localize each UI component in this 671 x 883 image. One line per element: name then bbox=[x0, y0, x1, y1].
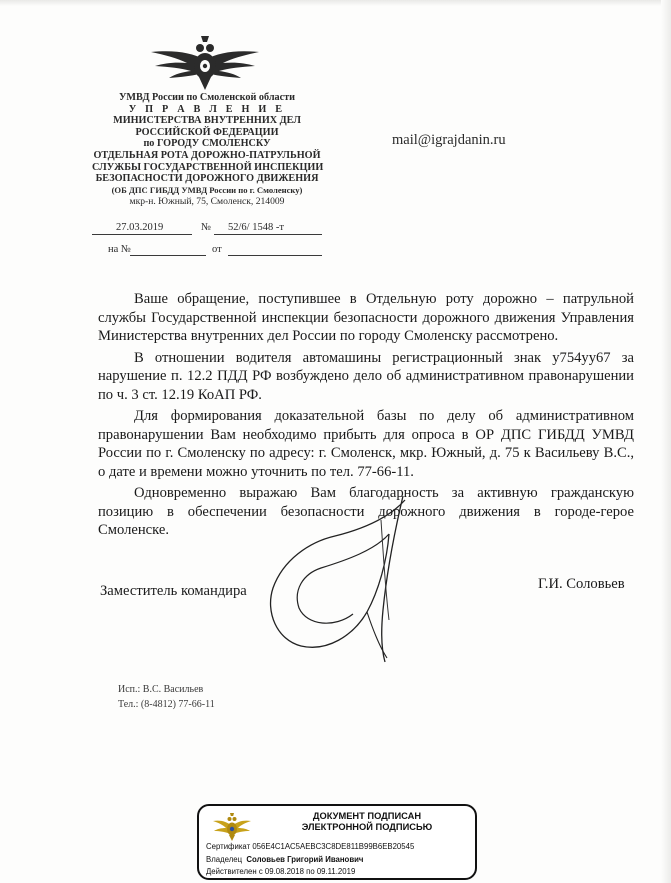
header-line: УМВД России по Смоленской области bbox=[118, 92, 296, 103]
registration-number-label: № bbox=[201, 222, 212, 233]
signatory-title: Заместитель командира bbox=[100, 583, 247, 599]
header-line: БЕЗОПАСНОСТИ ДОРОЖНОГО ДВИЖЕНИЯ bbox=[95, 173, 319, 185]
header-line: РОССИЙСКОЙ ФЕДЕРАЦИИ bbox=[135, 126, 279, 138]
header-line: У П Р А В Л Е Н И Е bbox=[128, 103, 286, 115]
header-line: МИНИСТЕРСТВА ВНУТРЕННИХ ДЕЛ bbox=[113, 115, 301, 127]
stamp-validity: Действителен с 09.08.2018 по 09.11.2019 bbox=[206, 867, 356, 876]
executor-phone: Тел.: (8-4812) 77-66-11 bbox=[118, 699, 215, 710]
registration-number: 52/6/ 1548 -т bbox=[228, 222, 284, 233]
electronic-signature-stamp bbox=[197, 804, 477, 880]
body-paragraph: Одновременно выражаю Вам благодарность за активную гражданскую позицию в обеспечении безопасности дорожного движения в городе-герое Смоленске. bbox=[98, 485, 634, 538]
body-paragraph: В отношении водителя автомашины регистрационный знак у754уу67 за нарушение п. 12.2 ПДД РФ возбуждено дело об административном правонарушении по ч. 3 ст. 12.19 КоАП РФ. bbox=[98, 349, 634, 403]
header-line: (ОБ ДПС ГИБДД УМВД России по г. Смоленску) bbox=[111, 184, 303, 195]
reference-underline bbox=[130, 255, 206, 256]
stamp-owner-label: Владелец bbox=[206, 855, 243, 864]
number-underline bbox=[214, 234, 322, 235]
handwritten-signature bbox=[255, 490, 435, 670]
reference-number-label: на № bbox=[108, 244, 131, 255]
body-paragraph: Ваше обращение, поступившее в Отдельную роту дорожно – патрульной службы Государственной инспекции безопасности дорожного движения Управления Министерства внутренних дел России по городу Смоленску рассмотрено. bbox=[98, 291, 634, 344]
executor-name: Исп.: В.С. Васильев bbox=[118, 684, 204, 695]
stamp-emblem-icon bbox=[213, 812, 251, 842]
organization-header bbox=[92, 92, 322, 208]
date-underline bbox=[92, 234, 192, 235]
stamp-owner-name: Соловьев Григорий Иванович bbox=[246, 855, 364, 864]
header-line: СЛУЖБЫ ГОСУДАРСТВЕННОЙ ИНСПЕКЦИИ bbox=[92, 161, 324, 173]
header-line: по ГОРОДУ СМОЛЕНСКУ bbox=[143, 138, 271, 150]
scan-edge-right bbox=[661, 0, 671, 883]
recipient-email: mail@igrajdanin.ru bbox=[392, 132, 506, 148]
stamp-owner-row bbox=[206, 855, 363, 864]
reference-date-underline bbox=[228, 255, 322, 256]
registration-date: 27.03.2019 bbox=[116, 222, 164, 233]
stamp-title-line: ДОКУМЕНТ ПОДПИСАН bbox=[312, 811, 422, 821]
signatory-name: Г.И. Соловьев bbox=[538, 576, 625, 592]
header-address: мкр-н. Южный, 75, Смоленск, 214009 bbox=[129, 196, 285, 208]
scan-edge-top bbox=[0, 0, 671, 6]
header-line: ОТДЕЛЬНАЯ РОТА ДОРОЖНО-ПАТРУЛЬНОЙ bbox=[93, 149, 321, 161]
reference-date-label: от bbox=[212, 244, 222, 255]
stamp-title bbox=[267, 811, 467, 833]
stamp-title-line: ЭЛЕКТРОННОЙ ПОДПИСЬЮ bbox=[301, 822, 433, 832]
police-emblem-icon bbox=[147, 30, 263, 92]
body-paragraph: Для формирования доказательной базы по делу об административном правонарушении Вам необходимо прибыть для опроса в ОР ДПС ГИБДД УМВД России по г. Смоленску по адресу: г. Смоленск, мкр. Южный, д. 75 к Васильеву В.С., о дате и времени можно уточнить по тел. 77-66-11. bbox=[98, 408, 634, 480]
stamp-certificate: Сертификат 056E4C1AC5AEBC3C8DE811B99B6EB20545 bbox=[206, 842, 415, 851]
